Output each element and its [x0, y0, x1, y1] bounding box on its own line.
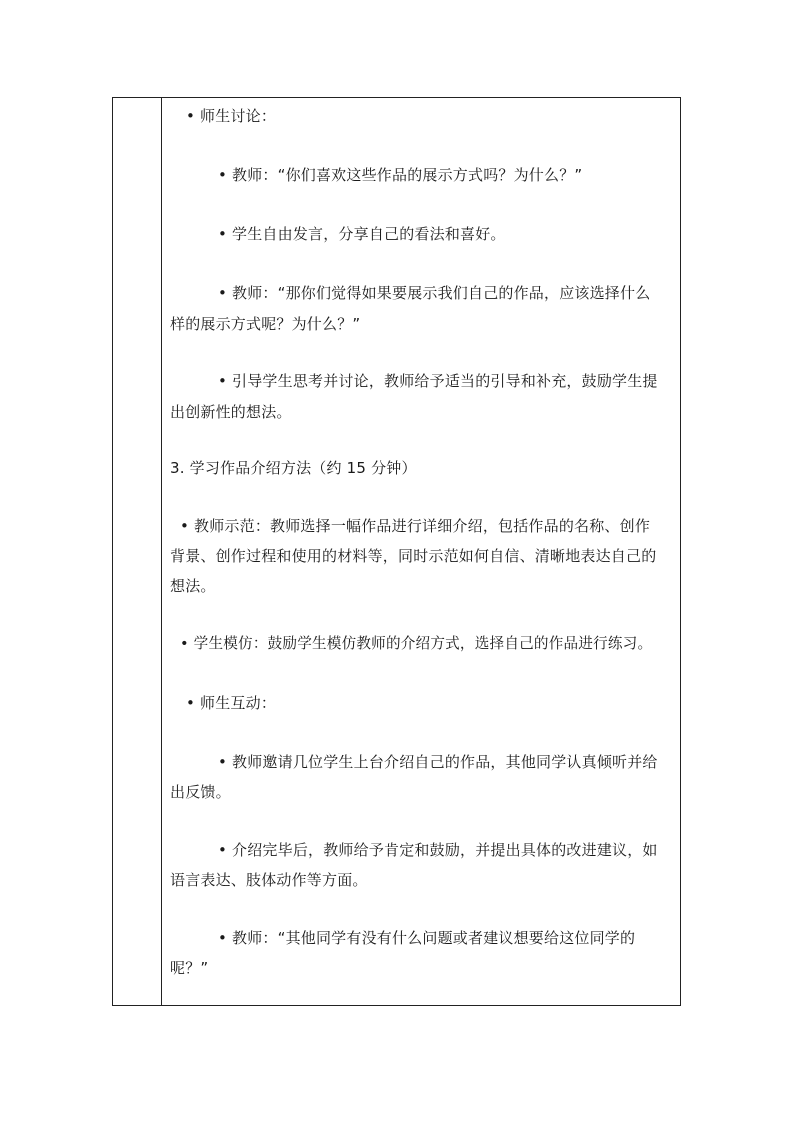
teacher-question-3-line-2: 呢？” — [170, 959, 209, 977]
guide-line-1: • 引导学生思考并讨论，教师给予适当的引导和补充，鼓励学生提 — [218, 372, 658, 390]
teacher-question-1: • 教师：“你们喜欢这些作品的展示方式吗？为什么？” — [218, 166, 583, 184]
student-imitate: • 学生模仿：鼓励学生模仿教师的介绍方式，选择自己的作品进行练习。 — [180, 635, 653, 652]
after-line-2: 语言表达、肢体动作等方面。 — [170, 871, 368, 889]
teacher-question-3-line-1: • 教师：“其他同学有没有什么问题或者建议想要给这位同学的 — [218, 929, 636, 947]
table-left-column — [113, 98, 162, 1005]
interaction-heading: • 师生互动： — [186, 694, 277, 712]
demo-line-2: 背景、创作过程和使用的材料等，同时示范如何自信、清晰地表达自己的 — [170, 547, 657, 565]
teacher-question-2-line-1: • 教师：“那你们觉得如果要展示我们自己的作品，应该选择什么 — [218, 284, 651, 302]
invite-line-1: • 教师邀请几位学生上台介绍自己的作品，其他同学认真倾听并给 — [218, 753, 658, 771]
lesson-plan-table — [112, 97, 681, 1006]
table-content-cell — [162, 98, 680, 1005]
invite-line-2: 出反馈。 — [170, 783, 231, 801]
guide-line-2: 出创新性的想法。 — [170, 403, 292, 421]
demo-line-3: 想法。 — [170, 577, 216, 595]
teacher-question-2-line-2: 样的展示方式呢？为什么？” — [170, 315, 361, 333]
after-line-1: • 介绍完毕后，教师给予肯定和鼓励，并提出具体的改进建议，如 — [218, 841, 658, 859]
discussion-heading: • 师生讨论： — [186, 107, 277, 125]
demo-line-1: • 教师示范：教师选择一幅作品进行详细介绍，包括作品的名称、创作 — [180, 517, 651, 535]
section-3-title: 3. 学习作品介绍方法（约 15 分钟） — [170, 459, 417, 477]
students-speak: • 学生自由发言，分享自己的看法和喜好。 — [218, 225, 506, 243]
